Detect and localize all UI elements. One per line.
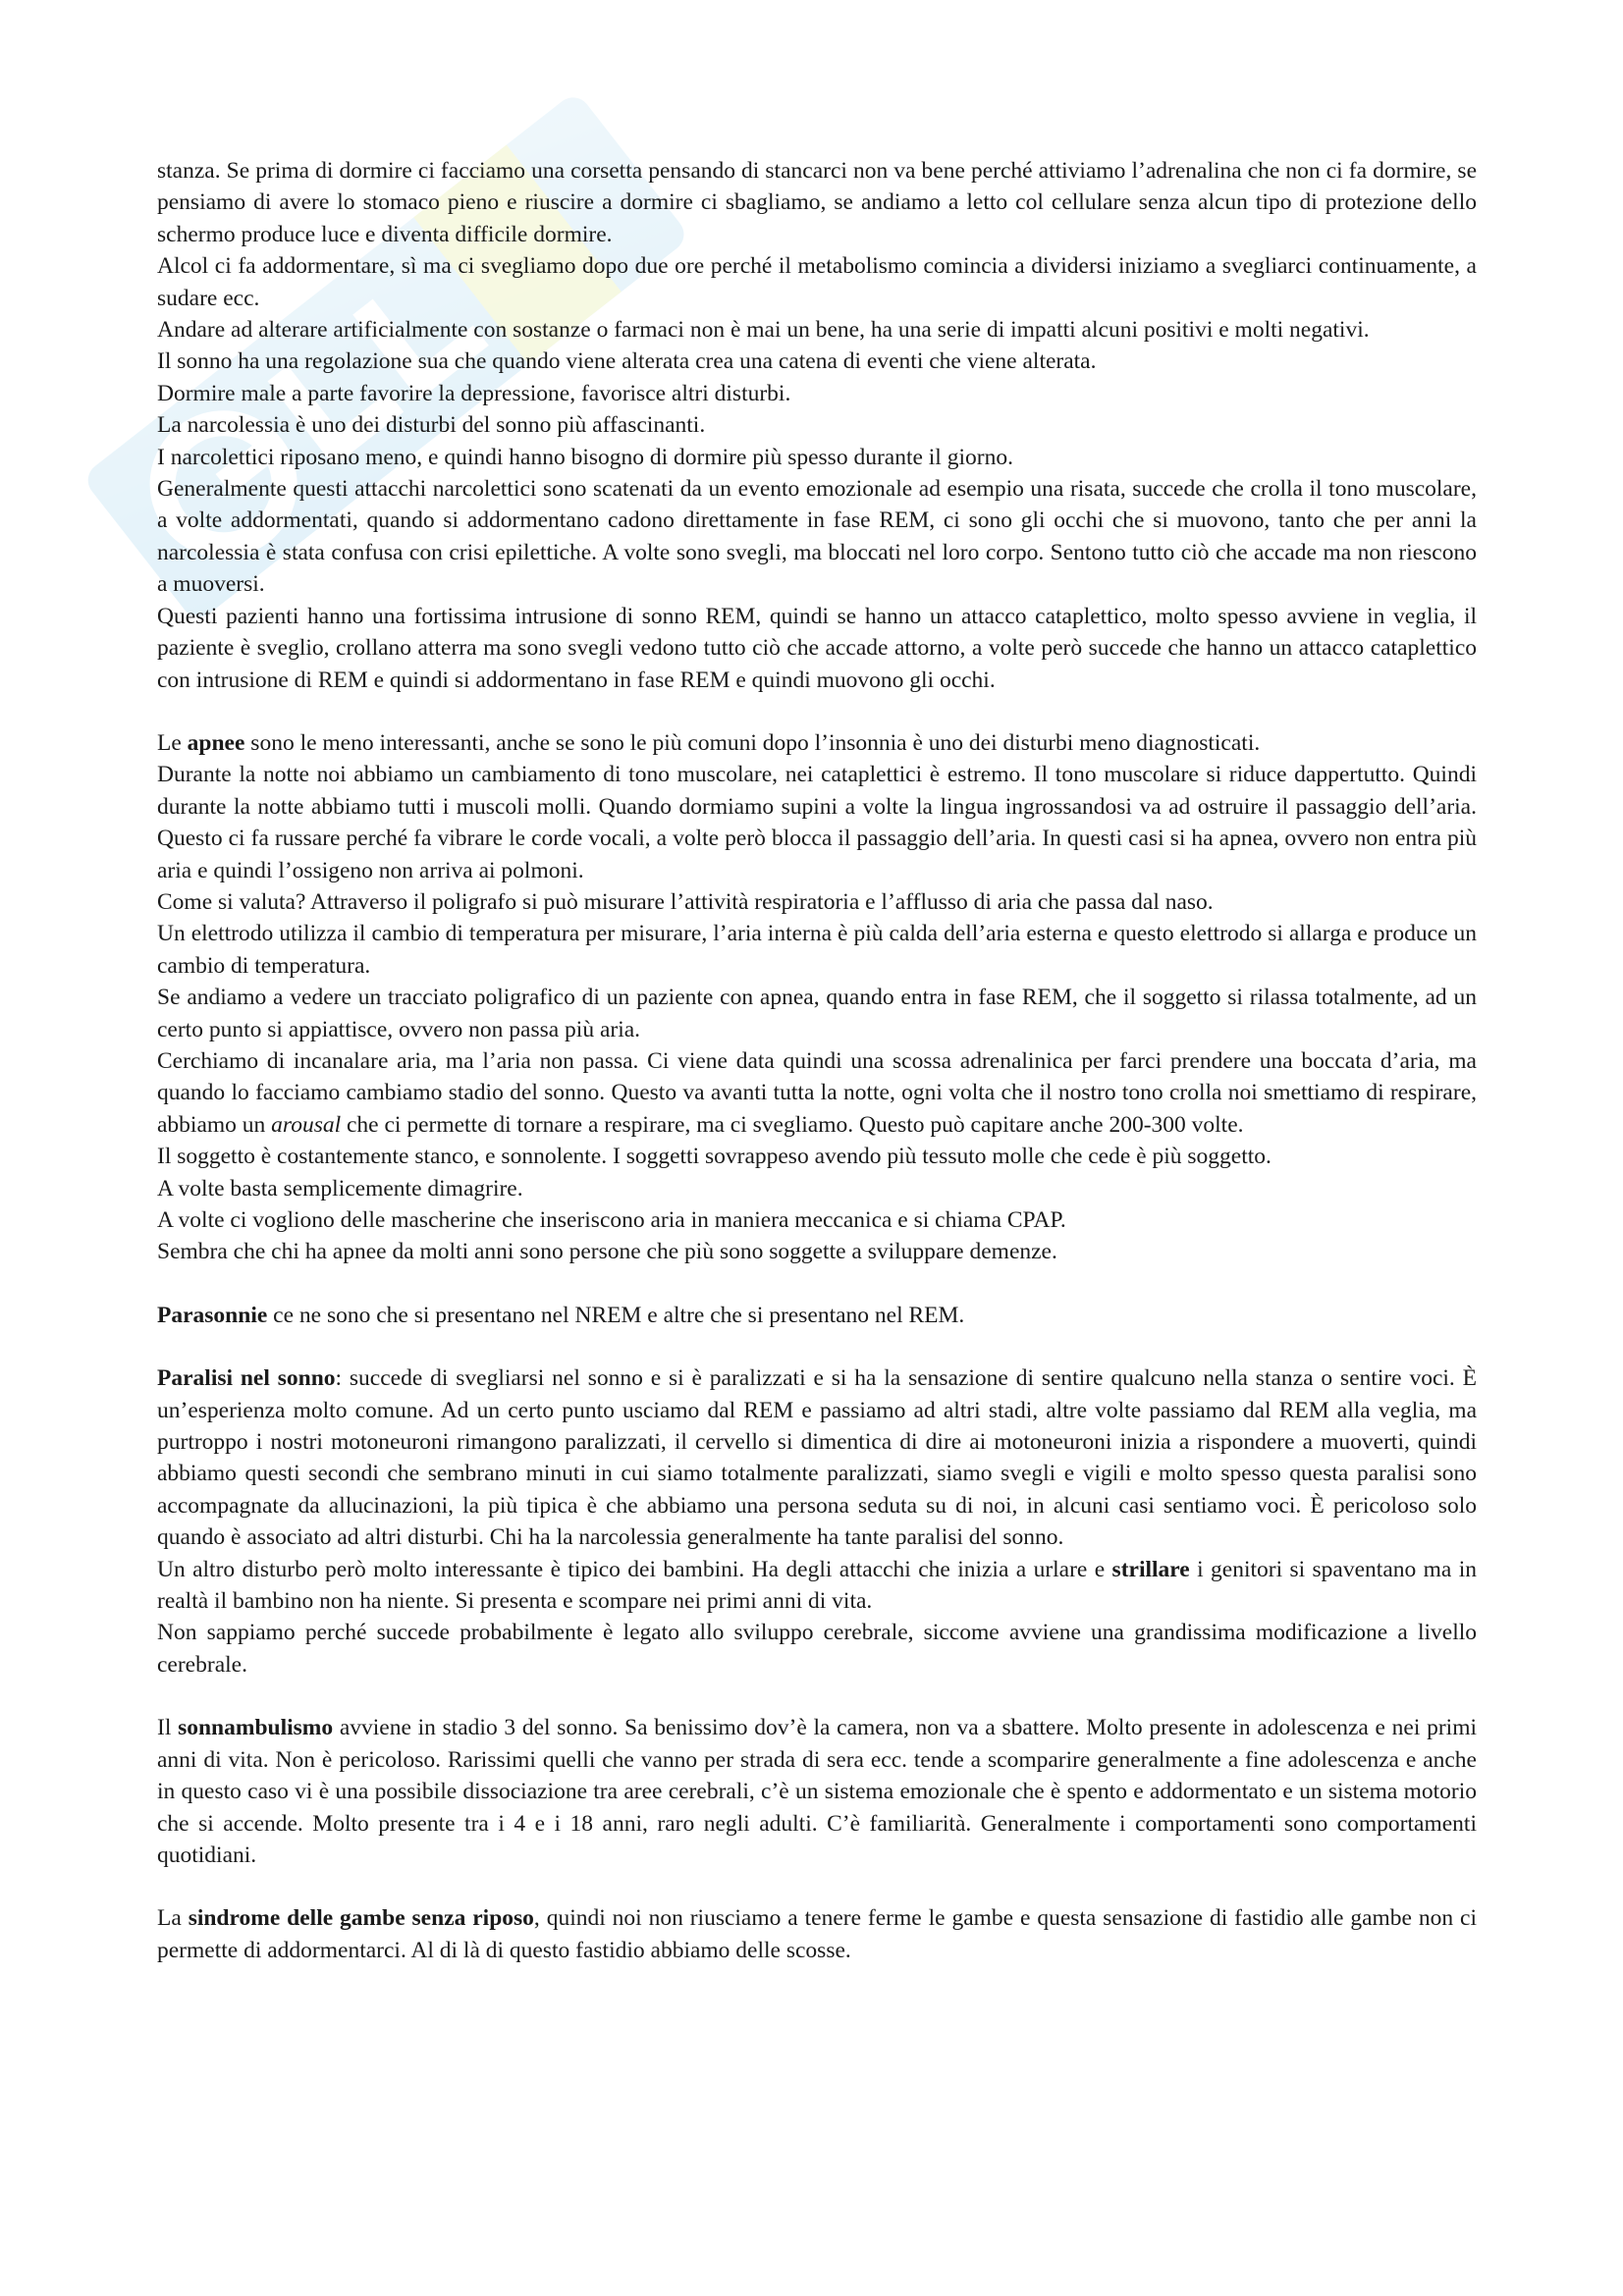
paragraph [157, 886, 1477, 918]
paragraph [157, 918, 1477, 982]
paragraph [157, 346, 1477, 377]
text-run: stanza. Se prima di dormire ci facciamo una corsetta pensando di stancarci non va bene perché attiviamo l’adrenalina che non ci fa dormire, se pensiamo di avere lo stomaco pieno e riuscire a dormire ci sbagliamo, se andiamo a letto col cellulare senza alcun tipo di protezione dello schermo produce luce e diventa difficile dormire. [157, 158, 1477, 247]
text-run: Come si valuta? Attraverso il poligrafo si può misurare l’attività respiratoria e l’afflusso di aria che passa dal naso. [157, 888, 1214, 915]
text-run: Il sonno ha una regolazione sua che quando viene alterata crea una catena di eventi che viene alterata. [157, 348, 1097, 375]
paragraph [157, 409, 1477, 441]
bold-term: strillare [1111, 1556, 1190, 1582]
paragraph [157, 601, 1477, 696]
paragraph [157, 314, 1477, 346]
paragraph [157, 759, 1477, 886]
text-run: che ci permette di tornare a respirare, ma ci svegliamo. Questo può capitare anche 200-300 volte. [341, 1111, 1244, 1138]
text-run: avviene in stadio 3 del sonno. Sa benissimo dov’è la camera, non va a sbattere. Molto presente in adolescenza e nei primi anni di vita. Non è pericoloso. Rarissimi quelli che vanno per strada di sera ecc. tende a scomparire generalmente a fine adolescenza e anche in questo caso vi è una possibile dissociazione tra aree cerebrali, c’è un sistema emozionale che è spento e addormentato e un sistema motorio che si accende. Molto presente tra i 4 e i 18 anni, raro negli adulti. C’è familiarità. Generalmente i comportamenti sono comportamenti quotidiani. [157, 1715, 1478, 1868]
text-run: sono le meno interessanti, anche se sono le più comuni dopo l’insonnia è uno dei disturbi meno diagnosticati. [244, 729, 1261, 756]
paragraph [157, 1236, 1477, 1267]
text-run: Alcol ci fa addormentare, sì ma ci svegliamo dopo due ore perché il metabolismo comincia a dividersi iniziamo a svegliarci continuamente, a sudare ecc. [157, 253, 1477, 311]
paragraph [157, 1300, 1477, 1331]
italic-term: arousal [271, 1111, 342, 1138]
paragraph [157, 1902, 1477, 1966]
text-run: La narcolessia è uno dei disturbi del sonno più affascinanti. [157, 412, 706, 439]
text-run: Un altro disturbo però molto interessante è tipico dei bambini. Ha degli attacchi che inizia a urlare e [157, 1556, 1112, 1582]
paragraph [157, 1712, 1477, 1871]
paragraph [157, 250, 1477, 314]
paragraph [157, 1554, 1477, 1618]
bold-term: sonnambulismo [178, 1715, 334, 1741]
text-run: Il [157, 1715, 179, 1741]
text-run: Non sappiamo perché succede probabilmente è legato allo sviluppo cerebrale, siccome avviene una grandissima modificazione a livello cerebrale. [157, 1620, 1477, 1678]
text-run: Il soggetto è costantemente stanco, e sonnolente. I soggetti sovrappeso avendo più tessuto molle che cede è più soggetto. [157, 1144, 1271, 1170]
text-run: Sembra che chi ha apnee da molti anni sono persone che più sono soggette a sviluppare demenze. [157, 1239, 1057, 1265]
bold-term: apnee [187, 729, 245, 756]
paragraph [157, 155, 1477, 250]
paragraph [157, 1204, 1477, 1236]
paragraph [157, 727, 1477, 759]
bold-term: Paralisi nel sonno [157, 1365, 336, 1392]
text-run: La [157, 1905, 189, 1932]
text-run: Generalmente questi attacchi narcolettici sono scatenati da un evento emozionale ad esempio una risata, succede che crolla il tono muscolare, a volte addormentati, quando si addormentano cadono direttamente in fase REM, ci sono gli occhi che si muovono, tanto che per anni la narcolessia è stata confusa con crisi epilettiche. A volte sono svegli, ma bloccati nel loro corpo. Sentono tutto ciò che accade ma non riescono a muoversi. [157, 476, 1477, 598]
text-run: I narcolettici riposano meno, e quindi hanno bisogno di dormire più spesso durante il giorno. [157, 444, 1013, 470]
paragraph [157, 982, 1477, 1045]
bold-term: sindrome delle gambe senza riposo [188, 1905, 534, 1932]
paragraph [157, 1173, 1477, 1204]
text-run: Cerchiamo di incanalare aria, ma l’aria non passa. Ci viene data quindi una scossa adrenalinica per farci prendere una boccata d’aria, ma quando lo facciamo cambiamo stadio del sonno. Questo va avanti tutta la notte, ogni volta che il nostro tono crolla noi smettiamo di respirare, abbiamo un [157, 1047, 1477, 1138]
paragraph [157, 442, 1477, 473]
paragraph [157, 1045, 1477, 1141]
text-run: Le [157, 729, 188, 756]
text-run: Andare ad alterare artificialmente con sostanze o farmaci non è mai un bene, ha una serie di impatti alcuni positivi e molti negativi. [157, 317, 1370, 344]
text-run: A volte ci vogliono delle mascherine che inseriscono aria in maniera meccanica e si chiama CPAP. [157, 1207, 1066, 1233]
text-run: Un elettrodo utilizza il cambio di temperatura per misurare, l’aria interna è più calda dell’aria esterna e questo elettrodo si allarga e produce un cambio di temperatura. [157, 921, 1477, 979]
text-run: Durante la notte noi abbiamo un cambiamento di tono muscolare, nei cataplettici è estremo. Il tono muscolare si riduce dappertutto. Quindi durante la notte abbiamo tutti i muscoli molli. Quando dormiamo supini a volte la lingua ingrossandosi va ad ostruire il passaggio dell’aria. Questo ci fa russare perché fa vibrare le corde vocali, a volte però blocca il passaggio dell’aria. In questi casi si ha apnea, ovvero non entra più aria e quindi l’ossigeno non arriva ai polmoni. [157, 762, 1477, 883]
text-run: Dormire male a parte favorire la depressione, favorisce altri disturbi. [157, 380, 791, 406]
text-run: : succede di svegliarsi nel sonno e si è paralizzati e si ha la sensazione di sentire qualcuno nella stanza o sentire voci. È un’esperienza molto comune. Ad un certo punto usciamo dal REM e passiamo ad altri stadi, altre volte passiamo dal REM alla veglia, ma purtroppo i nostri motoneuroni rimangono paralizzati, il cervello si dimentica di dire ai motoneuroni inizia a rispondere a muoverti, quindi abbiamo questi secondi che sembrano minuti in cui siamo totalmente paralizzati, siamo svegli e vigili e molto spesso questa paralisi sono accompagnate da allucinazioni, la più tipica è che abbiamo una persona seduta su di noi, in alcuni casi sentiamo voci. È pericoloso solo quando è associato ad altri disturbi. Chi ha la narcolessia generalmente ha tante paralisi del sonno. [157, 1365, 1477, 1551]
paragraph [157, 378, 1477, 409]
text-run: ce ne sono che si presentano nel NREM e altre che si presentano nel REM. [267, 1302, 965, 1328]
document-page [157, 155, 1477, 1966]
text-run: Se andiamo a vedere un tracciato poligrafico di un paziente con apnea, quando entra in fase REM, che il soggetto si rilassa totalmente, ad un certo punto si appiattisce, ovvero non passa più aria. [157, 985, 1477, 1042]
text-run: A volte basta semplicemente dimagrire. [157, 1175, 523, 1201]
paragraph [157, 473, 1477, 601]
paragraph [157, 1362, 1477, 1553]
text-run: i genitori si spaventano ma in realtà il bambino non ha niente. Si presenta e scompare nei primi anni di vita. [157, 1556, 1477, 1615]
paragraph [157, 1617, 1477, 1681]
text-run: Questi pazienti hanno una fortissima intrusione di sonno REM, quindi se hanno un attacco cataplettico, molto spesso avviene in veglia, il paziente è sveglio, crollano atterra ma sono svegli vedono tutto ciò che accade attorno, a volte però succede che hanno un attacco cataplettico con intrusione di REM e quindi si addormentano in fase REM e quindi muovono gli occhi. [157, 603, 1477, 693]
paragraph [157, 1141, 1477, 1172]
bold-term: Parasonnie [157, 1302, 268, 1328]
text-run: , quindi noi non riusciamo a tenere ferme le gambe e questa sensazione di fastidio alle gambe non ci permette di addormentarci. Al di là di questo fastidio abbiamo delle scosse. [157, 1905, 1477, 1963]
